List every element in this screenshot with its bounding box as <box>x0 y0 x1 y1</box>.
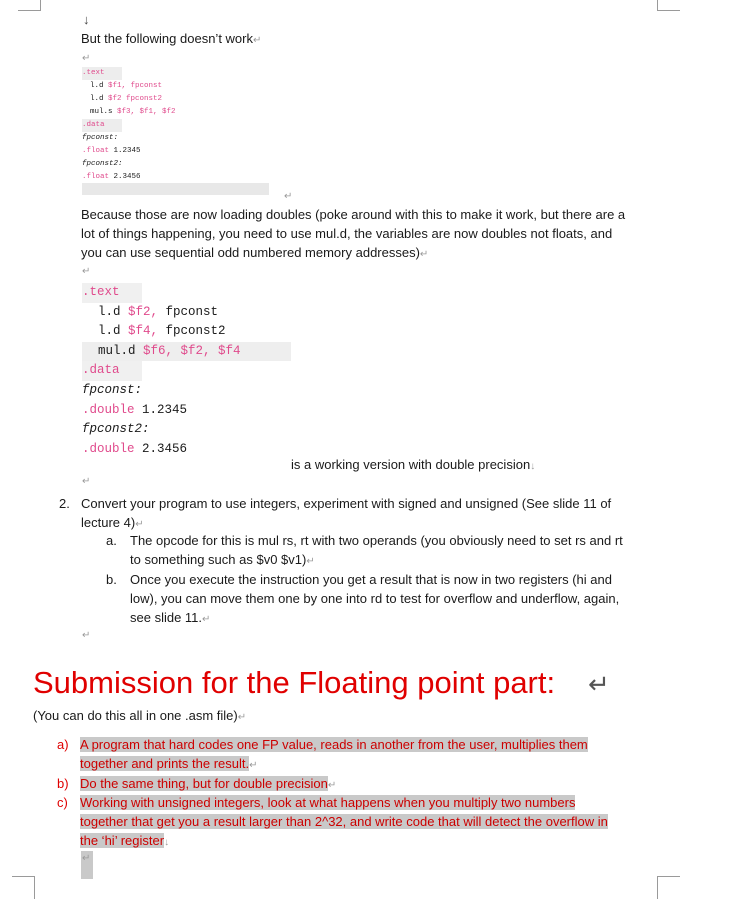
submission-item-b <box>80 774 336 795</box>
text-line: together that get you a result larger than 2^32, and write code that will detect the overflow in <box>80 814 608 829</box>
code-line: fpconst2: <box>82 422 150 437</box>
code-line: .text <box>82 67 122 80</box>
code-line: l.d $f2, fpconst <box>98 304 219 319</box>
sub-letter: c) <box>57 795 68 810</box>
paragraph-mark: ↵ <box>82 476 91 487</box>
paragraph-mark: ↵ <box>252 35 262 46</box>
submission-item-a <box>80 735 588 775</box>
code-line: .text <box>82 283 142 303</box>
paragraph-mark: ↵ <box>82 266 91 277</box>
text-line: low), you can move them one by one into rd to test for overflow and underflow, again, <box>130 591 620 606</box>
text-line: together and prints the result.↵ <box>80 756 258 771</box>
sub-letter: a) <box>57 737 69 752</box>
page-corner-top-left <box>18 0 41 11</box>
paragraph-mark: ↵ <box>284 191 293 202</box>
page-corner-bottom-right <box>657 876 680 899</box>
working-note: is a working version with double precision↓ <box>291 457 536 472</box>
text-line: Convert your program to use integers, experiment with signed and unsigned (See slide 11 of <box>81 496 612 511</box>
code-line: fpconst: <box>82 134 119 142</box>
return-icon: ↵ <box>588 669 610 699</box>
sub-letter: a. <box>106 533 117 548</box>
submission-note: (You can do this all in one .asm file)↵ <box>33 708 247 723</box>
text-line: see slide 11.↵ <box>130 610 211 625</box>
text-line: lecture 4)↵ <box>81 515 144 530</box>
code-block-float <box>82 67 176 184</box>
code-block-double <box>82 283 291 459</box>
sub-item-b <box>130 570 619 629</box>
code-line: .float 2.3456 <box>82 173 141 181</box>
intro-text: But the following doesn’t work <box>81 31 253 46</box>
page-corner-top-right <box>657 0 680 11</box>
text-line: Once you execute the instruction you get a result that is now in two registers (hi and <box>130 572 612 587</box>
list-number: 2. <box>59 496 70 511</box>
code-line: .data <box>82 119 122 132</box>
submission-heading: Submission for the Floating point part: <box>33 665 556 700</box>
sub-letter: b. <box>106 572 117 587</box>
paragraph-mark: ↵ <box>82 53 91 64</box>
code-line: .float 1.2345 <box>82 147 141 155</box>
code-line: .data <box>82 361 142 381</box>
code-line: .double 1.2345 <box>82 402 188 417</box>
page-corner-bottom-left <box>12 876 35 899</box>
code-line: l.d $f4, fpconst2 <box>98 324 226 339</box>
because-paragraph <box>81 205 625 264</box>
list-item-2 <box>81 494 611 534</box>
code-line: mul.s $f3, $f1, $f2 <box>90 108 176 116</box>
code-shading-bar <box>82 183 269 195</box>
code-line: .double 2.3456 <box>82 441 188 456</box>
code-line: l.d $f2 fpconst2 <box>90 95 163 103</box>
text-line: Do the same thing, but for double precision↵ <box>80 776 337 791</box>
text-line: you can use sequential odd numbered memory addresses)↵ <box>81 245 429 260</box>
code-line: l.d $f1, fpconst <box>90 82 163 90</box>
text-line: Because those are now loading doubles (poke around with this to make it work, but there are a <box>81 207 626 222</box>
code-line: fpconst: <box>82 382 143 397</box>
text-line: to something such as $v0 $v1)↵ <box>130 552 315 567</box>
text-line: the ‘hi’ register↓ <box>80 833 170 848</box>
text-line: lot of things happening, you need to use mul.d, the variables are now doubles not floats, and <box>81 226 613 241</box>
paragraph-mark: ↵ <box>82 630 91 641</box>
code-line: mul.d $f6, $f2, $f4 <box>82 342 291 362</box>
text-line: Working with unsigned integers, look at what happens when you multiply two numbers <box>80 795 576 810</box>
text-line: The opcode for this is mul rs, rt with two operands (you obviously need to set rs and rt <box>130 533 623 548</box>
down-arrow-icon: ↓ <box>83 12 90 27</box>
code-line: fpconst2: <box>82 160 123 168</box>
submission-item-c <box>80 793 608 852</box>
highlight-tail: ↵ <box>81 851 93 879</box>
intro-line <box>81 29 261 50</box>
text-line: A program that hard codes one FP value, reads in another from the user, multiplies them <box>80 737 588 752</box>
sub-letter: b) <box>57 776 69 791</box>
sub-item-a <box>130 531 623 571</box>
